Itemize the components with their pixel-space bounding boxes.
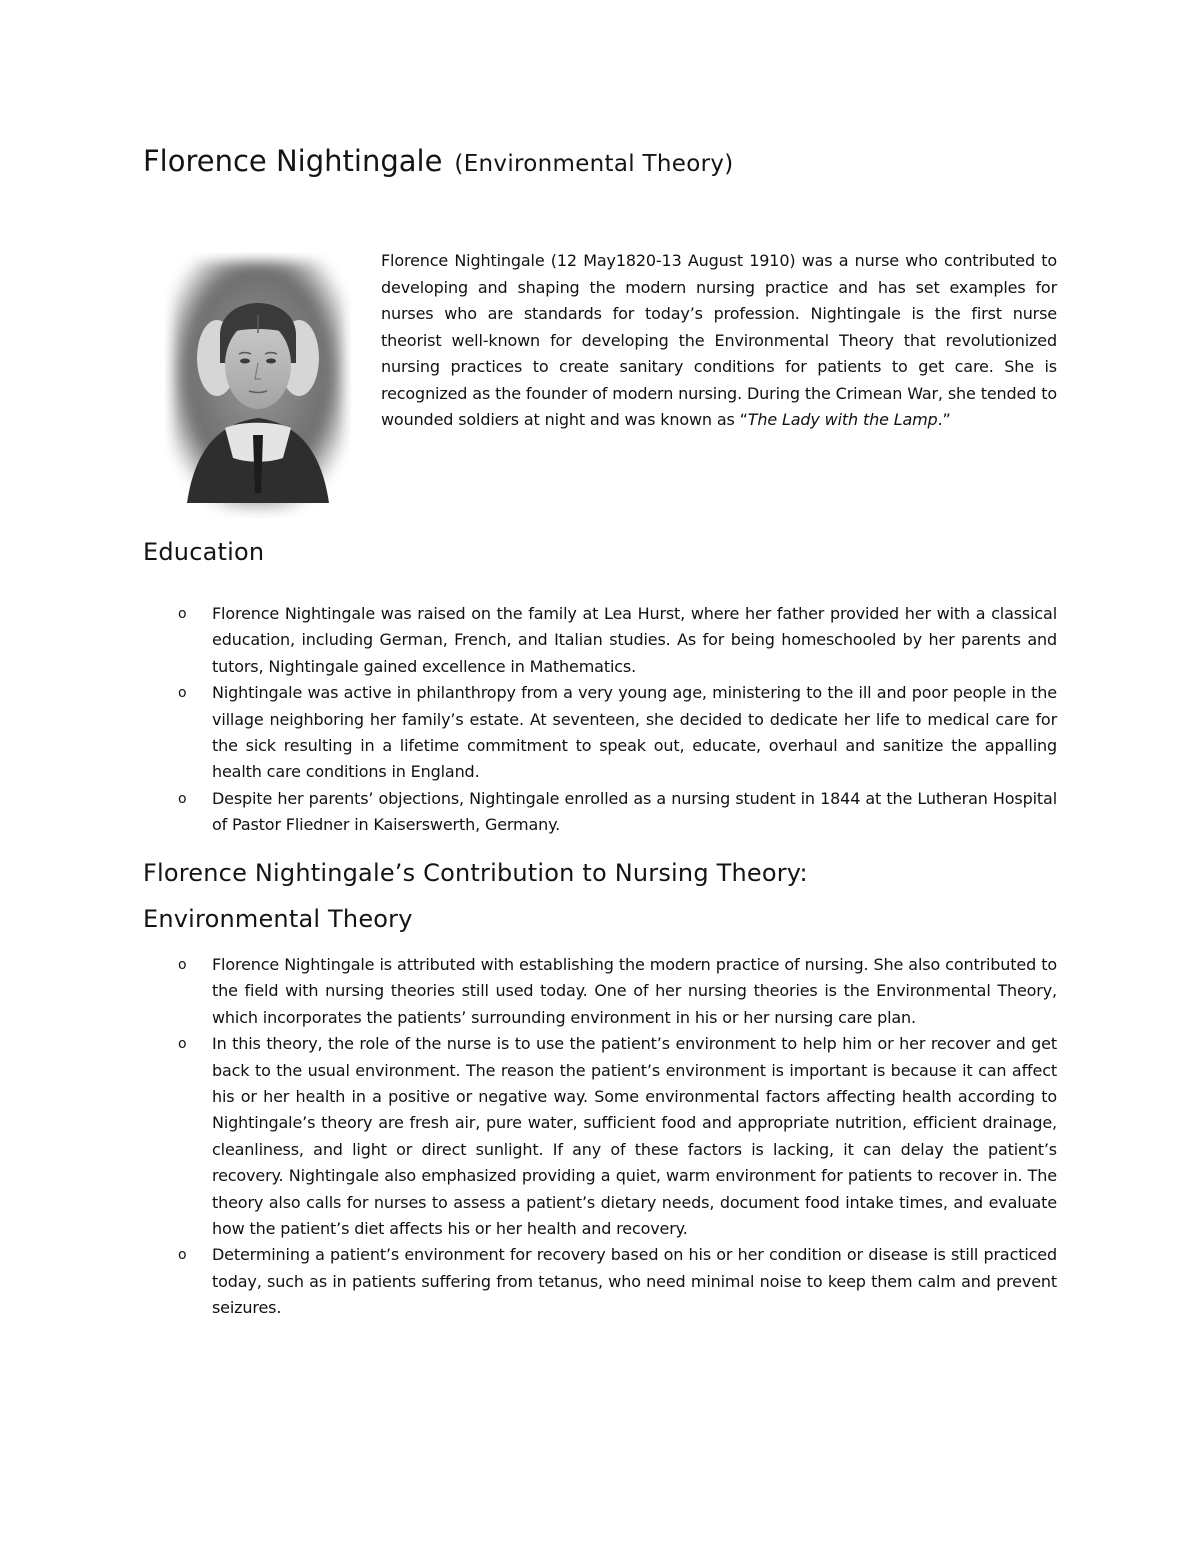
education-heading: Education [143,538,265,566]
contribution-heading: Florence Nightingale’s Contribution to Nursing Theory: [143,859,808,887]
contribution-list [172,952,1057,1322]
list-item [172,601,1057,680]
intro-paragraph [381,248,1057,434]
page-title [143,143,734,182]
environmental-theory-heading: Environmental Theory [143,905,413,933]
bullet-marker: o [178,685,187,702]
list-item-text: Florence Nightingale was raised on the family at Lea Hurst, where her father provided her with a classical education, including German, French, and Italian studies. As for being homeschooled by her parents and tutors, Nightingale gained excellence in Mathematics. [212,604,1057,676]
bullet-marker: o [178,606,187,622]
bullet-marker: o [178,1247,187,1264]
intro-text: Florence Nightingale (12 May1820-13 August 1910) was a nurse who contributed to developing and shaping the modern nursing practice and has set examples for nurses who are standards for today’s profession. Nightingale is the first nurse theorist well-known for developing the Environmental Theory that revolutionized nursing practices to create sanitary conditions for patients to get care. She is recognized as the founder of modern nursing. During the Crimean War, she tended to wounded soldiers at night and was known as “ [381,251,1057,429]
intro-closing: .” [937,410,951,429]
list-item [172,786,1057,839]
title-subtitle: (Environmental Theory) [454,151,734,177]
portrait-photo [165,253,351,518]
list-item-text: In this theory, the role of the nurse is to use the patient’s environment to help him or her recover and get back to the usual environment. The reason the patient’s environment is important is because it can affect his or her health in a positive or negative way. Some environmental factors affecting health according to Nightingale’s theory are fresh air, pure water, sufficient food and appropriate nutrition, efficient drainage, cleanliness, and light or direct sunlight. If any of these factors is lacking, it can delay the patient’s recovery. Nightingale also emphasized providing a quiet, warm environment for patients to recover in. The theory also calls for nurses to assess a patient’s dietary needs, document food intake times, and evaluate how the patient’s diet affects his or her health and recovery. [212,1034,1057,1239]
list-item [172,952,1057,1031]
bullet-marker: o [178,790,187,807]
list-item [172,1242,1057,1321]
bullet-marker: o [178,1036,187,1053]
list-item-text: Florence Nightingale is attributed with establishing the modern practice of nursing. She also contributed to the field with nursing theories still used today. One of her nursing theories is the Environmental Theory, which incorporates the patients’ surrounding environment in his or her nursing care plan. [212,955,1057,1027]
education-list [172,601,1057,839]
title-main: Florence Nightingale [143,144,443,178]
list-item [172,680,1057,786]
list-item-text: Despite her parents’ objections, Nightingale enrolled as a nursing student in 1844 at the Lutheran Hospital of Pastor Fliedner in Kaiserswerth, Germany. [212,788,1057,835]
bullet-marker: o [178,957,187,973]
list-item-text: Nightingale was active in philanthropy from a very young age, ministering to the ill and poor people in the village neighboring her family’s estate. At seventeen, she decided to dedicate her life to medical care for the sick resulting in a lifetime commitment to speak out, educate, overhaul and sanitize the appalling health care conditions in England. [212,683,1057,782]
list-item [172,1031,1057,1242]
intro-quote: The Lady with the Lamp [747,410,938,429]
list-item-text: Determining a patient’s environment for recovery based on his or her condition or disease is still practiced today, such as in patients suffering from tetanus, who need minimal noise to keep them calm and prevent seizures. [212,1245,1057,1318]
